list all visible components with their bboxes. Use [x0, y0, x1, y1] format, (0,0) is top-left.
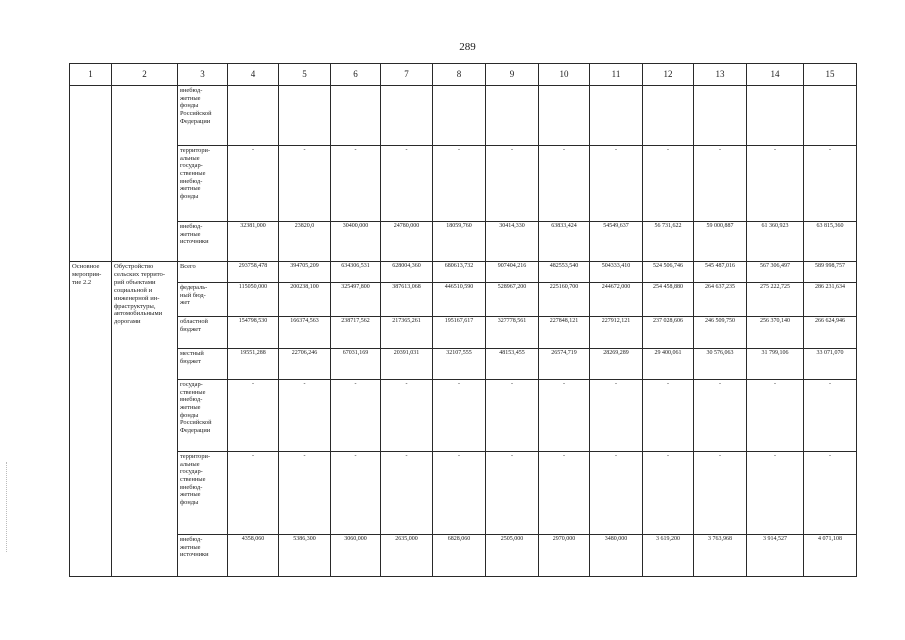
value-cell: - — [279, 380, 331, 452]
value-cell: 200238,100 — [279, 283, 331, 317]
table-body — [70, 86, 857, 577]
value-cell: - — [486, 452, 539, 535]
value-cell: 19551,288 — [228, 349, 279, 380]
table-row — [70, 452, 857, 535]
value-cell: 4 071,108 — [804, 535, 857, 577]
value-cell: 3 763,968 — [694, 535, 747, 577]
column-header-1: 1 — [70, 64, 112, 86]
column-header-4: 4 — [228, 64, 279, 86]
value-cell: - — [228, 146, 279, 222]
value-cell: - — [331, 452, 381, 535]
value-cell: - — [590, 146, 643, 222]
column-header-12: 12 — [643, 64, 694, 86]
value-cell: 54549,637 — [590, 222, 643, 262]
value-cell: 2970,000 — [539, 535, 590, 577]
value-cell: 275 222,725 — [747, 283, 804, 317]
value-cell: 225160,700 — [539, 283, 590, 317]
value-cell: 286 231,634 — [804, 283, 857, 317]
value-cell: 26574,719 — [539, 349, 590, 380]
column-header-7: 7 — [381, 64, 433, 86]
column-header-13: 13 — [694, 64, 747, 86]
value-cell: - — [804, 452, 857, 535]
column-header-2: 2 — [112, 64, 178, 86]
value-cell: 22706,246 — [279, 349, 331, 380]
activity-name-cell — [112, 86, 178, 262]
value-cell — [694, 86, 747, 146]
value-cell: 28269,289 — [590, 349, 643, 380]
value-cell: - — [747, 452, 804, 535]
value-cell: 504333,410 — [590, 262, 643, 283]
value-cell: 524 506,746 — [643, 262, 694, 283]
page-number: 289 — [459, 41, 476, 53]
value-cell: 254 458,880 — [643, 283, 694, 317]
value-cell: 61 360,923 — [747, 222, 804, 262]
value-cell: - — [228, 452, 279, 535]
value-cell — [590, 86, 643, 146]
value-cell — [381, 86, 433, 146]
value-cell: 266 624,946 — [804, 317, 857, 349]
value-cell — [228, 86, 279, 146]
value-cell: 2505,000 — [486, 535, 539, 577]
value-cell: 63833,424 — [539, 222, 590, 262]
value-cell: 59 000,887 — [694, 222, 747, 262]
value-cell: 238717,562 — [331, 317, 381, 349]
value-cell: 30400,000 — [331, 222, 381, 262]
value-cell: 166374,563 — [279, 317, 331, 349]
value-cell: - — [433, 380, 486, 452]
value-cell: 5386,300 — [279, 535, 331, 577]
value-cell: - — [381, 380, 433, 452]
value-cell: - — [590, 452, 643, 535]
value-cell: - — [331, 146, 381, 222]
value-cell: 482553,540 — [539, 262, 590, 283]
value-cell: 31 799,106 — [747, 349, 804, 380]
table-row — [70, 317, 857, 349]
value-cell — [279, 86, 331, 146]
value-cell: - — [279, 146, 331, 222]
value-cell: - — [804, 380, 857, 452]
value-cell: 567 306,497 — [747, 262, 804, 283]
value-cell: 256 370,140 — [747, 317, 804, 349]
funding-source-cell: областной бюджет — [178, 317, 228, 349]
value-cell: 6828,060 — [433, 535, 486, 577]
table-row — [70, 146, 857, 222]
funding-source-cell: местный бюджет — [178, 349, 228, 380]
value-cell: 32381,000 — [228, 222, 279, 262]
activity-number-cell: Основное мероприя- тие 2.2 — [70, 262, 112, 577]
value-cell: 244672,000 — [590, 283, 643, 317]
column-header-14: 14 — [747, 64, 804, 86]
value-cell: 246 509,750 — [694, 317, 747, 349]
value-cell: 29 400,061 — [643, 349, 694, 380]
table-row — [70, 535, 857, 577]
column-header-5: 5 — [279, 64, 331, 86]
value-cell: - — [228, 380, 279, 452]
table-row — [70, 262, 857, 283]
value-cell: 115050,000 — [228, 283, 279, 317]
value-cell: 293758,478 — [228, 262, 279, 283]
value-cell: - — [433, 146, 486, 222]
value-cell: - — [539, 146, 590, 222]
value-cell: - — [747, 146, 804, 222]
value-cell: - — [643, 146, 694, 222]
value-cell: - — [279, 452, 331, 535]
value-cell: 387613,068 — [381, 283, 433, 317]
value-cell: 23820,0 — [279, 222, 331, 262]
value-cell: 680613,732 — [433, 262, 486, 283]
value-cell — [804, 86, 857, 146]
value-cell: - — [643, 380, 694, 452]
value-cell — [643, 86, 694, 146]
scan-edge-mark — [6, 462, 8, 552]
column-header-3: 3 — [178, 64, 228, 86]
funding-source-cell: внебюд- жетные источники — [178, 535, 228, 577]
value-cell: 30414,330 — [486, 222, 539, 262]
funding-source-cell: внебюд- жетные фонды Российской Федерации — [178, 86, 228, 146]
column-header-row — [70, 64, 857, 86]
value-cell: 634306,531 — [331, 262, 381, 283]
value-cell: - — [539, 452, 590, 535]
funding-source-cell: внебюд- жетные источники — [178, 222, 228, 262]
value-cell: 394705,209 — [279, 262, 331, 283]
value-cell: 217365,261 — [381, 317, 433, 349]
value-cell: 325497,800 — [331, 283, 381, 317]
value-cell: - — [331, 380, 381, 452]
value-cell: - — [381, 146, 433, 222]
column-header-9: 9 — [486, 64, 539, 86]
value-cell: 327778,561 — [486, 317, 539, 349]
value-cell: - — [643, 452, 694, 535]
funding-source-cell: территори- альные государ- ственные внебюд- жетные фонды — [178, 146, 228, 222]
value-cell: 528967,200 — [486, 283, 539, 317]
value-cell — [486, 86, 539, 146]
value-cell: 2635,000 — [381, 535, 433, 577]
value-cell: - — [486, 146, 539, 222]
value-cell: 18059,760 — [433, 222, 486, 262]
value-cell: 3 914,527 — [747, 535, 804, 577]
column-header-11: 11 — [590, 64, 643, 86]
value-cell: 907404,216 — [486, 262, 539, 283]
funding-table — [69, 63, 857, 577]
table-row — [70, 86, 857, 146]
value-cell: 628004,360 — [381, 262, 433, 283]
funding-source-cell: государ- ственные внебюд- жетные фонды Российской Федерации — [178, 380, 228, 452]
value-cell: 4358,060 — [228, 535, 279, 577]
activity-number-cell — [70, 86, 112, 262]
value-cell: - — [747, 380, 804, 452]
value-cell: 446510,590 — [433, 283, 486, 317]
value-cell: 545 487,016 — [694, 262, 747, 283]
value-cell: - — [694, 146, 747, 222]
value-cell: 56 731,622 — [643, 222, 694, 262]
value-cell: - — [381, 452, 433, 535]
value-cell: - — [804, 146, 857, 222]
table-row — [70, 380, 857, 452]
value-cell: - — [590, 380, 643, 452]
column-header-8: 8 — [433, 64, 486, 86]
value-cell: 227912,121 — [590, 317, 643, 349]
value-cell — [539, 86, 590, 146]
value-cell: 67031,169 — [331, 349, 381, 380]
value-cell: 3 619,200 — [643, 535, 694, 577]
funding-source-cell: Всего — [178, 262, 228, 283]
value-cell: 30 576,063 — [694, 349, 747, 380]
value-cell: 32107,555 — [433, 349, 486, 380]
value-cell: 20391,031 — [381, 349, 433, 380]
column-header-6: 6 — [331, 64, 381, 86]
value-cell: 237 028,606 — [643, 317, 694, 349]
value-cell: 48153,455 — [486, 349, 539, 380]
column-header-10: 10 — [539, 64, 590, 86]
value-cell — [747, 86, 804, 146]
value-cell: - — [694, 380, 747, 452]
activity-name-cell: Обустройство сельских террито- рий объектами социальной и инженерной ин- фраструктуры, автомобильными дорогами — [112, 262, 178, 577]
funding-source-cell: территори- альные государ- ственные внебюд- жетные фонды — [178, 452, 228, 535]
table-row — [70, 349, 857, 380]
value-cell: 24780,000 — [381, 222, 433, 262]
value-cell: 3480,000 — [590, 535, 643, 577]
value-cell: 33 071,070 — [804, 349, 857, 380]
value-cell: 63 815,360 — [804, 222, 857, 262]
table-row — [70, 222, 857, 262]
value-cell: 264 637,235 — [694, 283, 747, 317]
value-cell: 195167,617 — [433, 317, 486, 349]
value-cell — [331, 86, 381, 146]
value-cell: - — [539, 380, 590, 452]
column-header-15: 15 — [804, 64, 857, 86]
value-cell: - — [486, 380, 539, 452]
value-cell: 3060,000 — [331, 535, 381, 577]
funding-source-cell: федераль- ный бюд- жет — [178, 283, 228, 317]
value-cell: - — [433, 452, 486, 535]
value-cell: - — [694, 452, 747, 535]
value-cell: 227848,121 — [539, 317, 590, 349]
value-cell: 154798,530 — [228, 317, 279, 349]
table-row — [70, 283, 857, 317]
value-cell: 589 998,757 — [804, 262, 857, 283]
value-cell — [433, 86, 486, 146]
